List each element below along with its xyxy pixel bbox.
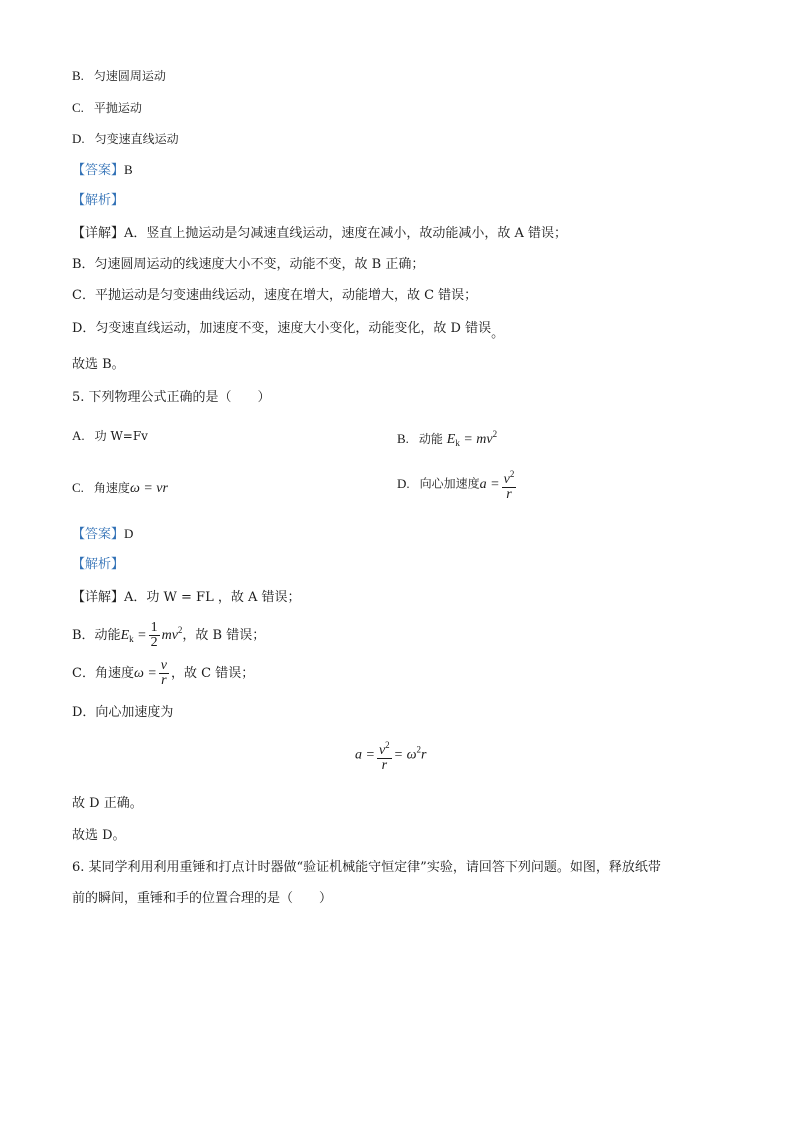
q4-detail-b: B．匀速圆周运动的线速度大小不变，动能不变，故 B 正确； (72, 257, 425, 272)
q4-analysis-tag: 【解析】 (72, 193, 125, 208)
q5-detail-c: C．角速度ω = $\frac{v}{r}$ ，故 C 错误； (72, 658, 255, 689)
q4-option-c: C. 平抛运动 (72, 100, 142, 115)
answer-tag: 【答案】 (72, 163, 125, 178)
q5-stem: 5. 下列物理公式正确的是（ ） (72, 390, 271, 405)
q5-detail-a: 【详解】A．功 W = FL ，故 A 错误； (72, 590, 301, 605)
q6-stem-line1: 6. 某同学利用利用重锤和打点计时器做“验证机械能守恒定律”实验，请回答下列问题。如图，释放纸带 (72, 860, 661, 875)
q5-detail-d: D．向心加速度为 (72, 705, 174, 720)
formula-omega: ω = vr (129, 481, 168, 496)
q5-option-d: D. 向心加速度a = $\frac{v^2}{r}$ (397, 467, 518, 502)
q4-option-b: B. 匀速圆周运动 (72, 68, 166, 83)
q5-option-c: C. 角速度ω = vr (72, 480, 168, 496)
q5-equation: a = $\frac{v^2}{r}$ = $\omega^2r$ (355, 740, 427, 773)
q4-option-d: D. 匀变速直线运动 (72, 131, 179, 146)
q5-option-a: A. 功 W=Fv (72, 428, 148, 443)
q5-conclusion: 故选 D。 (72, 828, 126, 843)
q4-detail-a: 【详解】A．竖直上抛运动是匀减速直线运动，速度在减小，故动能减小，故 A 错误； (72, 226, 568, 241)
q5-option-b: B. 动能 $E_k = mv^2$ (397, 429, 498, 448)
q5-analysis-tag: 【解析】 (72, 557, 125, 572)
q6-stem-line2: 前的瞬间，重锤和手的位置合理的是（ ） (72, 891, 333, 906)
q5-answer: 【答案】D (72, 526, 134, 542)
q4-detail-c: C．平抛运动是匀变速曲线运动，速度在增大，动能增大，故 C 错误； (72, 288, 478, 303)
q4-conclusion: 故选 B。 (72, 357, 125, 372)
formula-ek: $E_k = mv^2$ (446, 429, 498, 448)
formula-a: a = $\frac{v^2}{r}$ (479, 469, 515, 502)
q5-detail-b: B．动能$E_k$ = $\frac{1}{2}$ $mv^2$，故 B 错误； (72, 620, 266, 651)
q4-detail-d: D．匀变速直线运动，加速度不变，速度大小变化，动能变化，故 D 错误。 (72, 321, 505, 341)
q4-answer: 【答案】B (72, 162, 133, 178)
q5-d-correct: 故 D 正确。 (72, 796, 143, 811)
